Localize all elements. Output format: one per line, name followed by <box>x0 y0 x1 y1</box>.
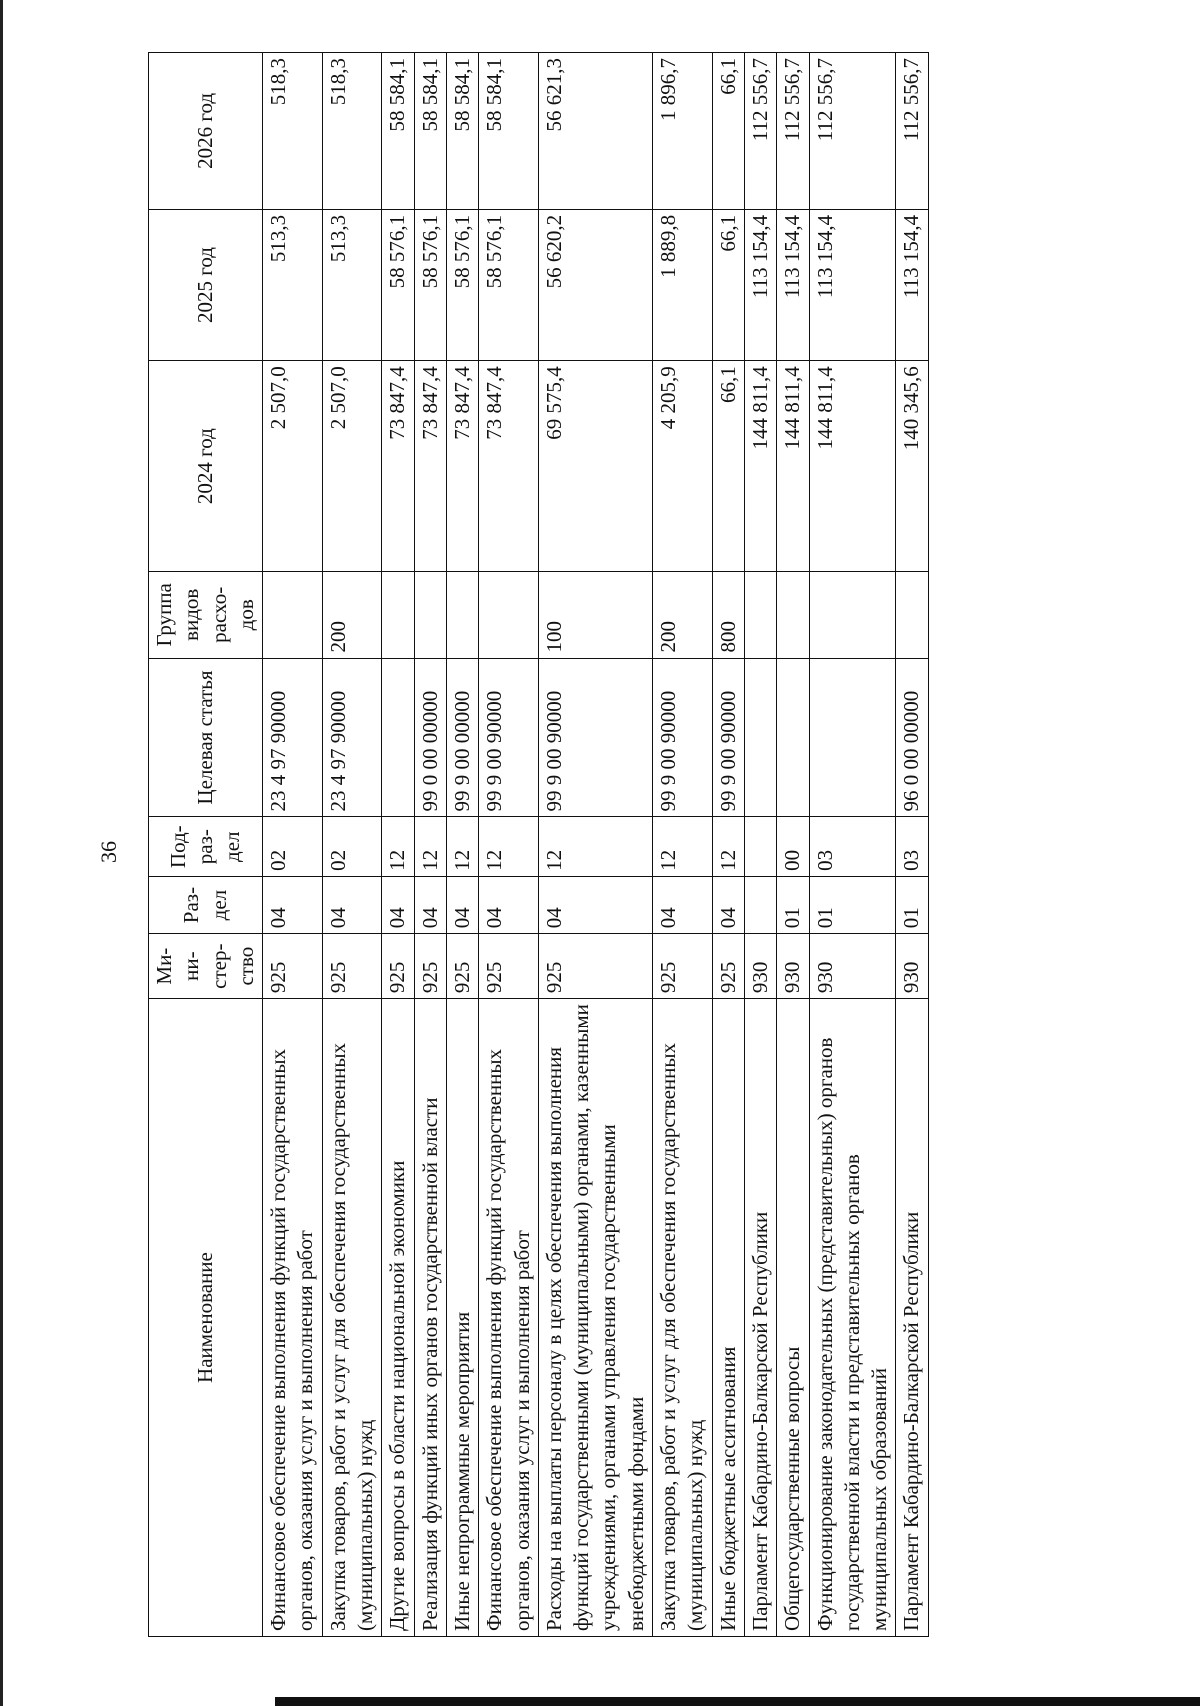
header-2024: 2024 год <box>149 361 263 572</box>
cell-y2025: 1 889,8 <box>653 209 713 360</box>
cell-y2026: 1 896,7 <box>653 53 713 210</box>
cell-name: Финансовое обеспечение выполнения функций государственных органов, оказания услуг и выполнения работ <box>263 999 323 1637</box>
cell-y2025: 513,3 <box>322 209 382 360</box>
cell-razdel: 04 <box>712 876 744 933</box>
scan-edge <box>0 0 3 1706</box>
cell-y2025: 58 576,1 <box>479 209 539 360</box>
cell-article <box>744 658 776 817</box>
cell-group: 200 <box>322 572 382 658</box>
cell-name: Парламент Кабардино-Балкарской Республики <box>744 999 776 1637</box>
cell-y2024: 144 811,4 <box>744 361 776 572</box>
header-2025: 2025 год <box>149 209 263 360</box>
cell-name: Финансовое обеспечение выполнения функций государственных органов, оказания услуг и выполнения работ <box>479 999 539 1637</box>
cell-article: 99 9 00 90000 <box>712 658 744 817</box>
cell-y2026: 58 584,1 <box>479 53 539 210</box>
cell-podrazdel: 02 <box>263 817 323 876</box>
table-row <box>414 53 446 1637</box>
cell-ministry: 930 <box>744 934 776 999</box>
cell-y2026: 58 584,1 <box>446 53 478 210</box>
cell-y2024: 66,1 <box>712 361 744 572</box>
table-header-row <box>149 53 263 1637</box>
cell-razdel: 04 <box>414 876 446 933</box>
cell-y2025: 66,1 <box>712 209 744 360</box>
cell-y2025: 513,3 <box>263 209 323 360</box>
cell-y2024: 144 811,4 <box>777 361 809 572</box>
table-row <box>263 53 323 1637</box>
header-razdel: Раз- дел <box>149 876 263 933</box>
cell-y2026: 112 556,7 <box>777 53 809 210</box>
cell-y2024: 73 847,4 <box>382 361 414 572</box>
cell-y2025: 113 154,4 <box>777 209 809 360</box>
table-row <box>777 53 809 1637</box>
cell-razdel: 04 <box>382 876 414 933</box>
table-row <box>896 53 928 1637</box>
header-podrazdel: Под- раз- дел <box>149 817 263 876</box>
cell-group <box>777 572 809 658</box>
cell-article: 99 9 00 90000 <box>538 658 652 817</box>
cell-group: 100 <box>538 572 652 658</box>
cell-y2024: 2 507,0 <box>263 361 323 572</box>
cell-razdel: 04 <box>538 876 652 933</box>
cell-y2026: 112 556,7 <box>744 53 776 210</box>
cell-y2026: 518,3 <box>322 53 382 210</box>
cell-group <box>896 572 928 658</box>
cell-ministry: 925 <box>653 934 713 999</box>
cell-razdel: 04 <box>479 876 539 933</box>
cell-article: 23 4 97 90000 <box>263 658 323 817</box>
cell-ministry: 930 <box>896 934 928 999</box>
cell-group <box>809 572 896 658</box>
cell-group <box>263 572 323 658</box>
cell-ministry: 925 <box>712 934 744 999</box>
cell-y2026: 112 556,7 <box>896 53 928 210</box>
cell-y2025: 58 576,1 <box>382 209 414 360</box>
cell-podrazdel: 12 <box>446 817 478 876</box>
cell-article <box>382 658 414 817</box>
scan-edge-bottom <box>275 1697 1200 1706</box>
cell-name: Закупка товаров, работ и услуг для обеспечения государственных (муниципальных) нужд <box>653 999 713 1637</box>
header-group: Группа видов расхо- дов <box>149 572 263 658</box>
cell-article: 23 4 97 90000 <box>322 658 382 817</box>
cell-y2024: 140 345,6 <box>896 361 928 572</box>
cell-y2026: 66,1 <box>712 53 744 210</box>
cell-y2024: 73 847,4 <box>446 361 478 572</box>
cell-group <box>744 572 776 658</box>
header-name: Наименование <box>149 999 263 1637</box>
cell-razdel: 01 <box>809 876 896 933</box>
cell-razdel: 04 <box>446 876 478 933</box>
cell-y2026: 58 584,1 <box>382 53 414 210</box>
cell-razdel: 01 <box>777 876 809 933</box>
cell-group <box>479 572 539 658</box>
cell-article <box>777 658 809 817</box>
cell-y2026: 518,3 <box>263 53 323 210</box>
table-row <box>382 53 414 1637</box>
cell-name: Парламент Кабардино-Балкарской Республики <box>896 999 928 1637</box>
cell-razdel <box>744 876 776 933</box>
cell-y2024: 144 811,4 <box>809 361 896 572</box>
cell-podrazdel: 03 <box>896 817 928 876</box>
cell-y2025: 113 154,4 <box>809 209 896 360</box>
cell-y2025: 113 154,4 <box>896 209 928 360</box>
cell-podrazdel: 12 <box>653 817 713 876</box>
table-row <box>653 53 713 1637</box>
cell-ministry: 925 <box>538 934 652 999</box>
cell-ministry: 930 <box>809 934 896 999</box>
cell-group <box>414 572 446 658</box>
cell-name: Иные бюджетные ассигнования <box>712 999 744 1637</box>
cell-article <box>809 658 896 817</box>
cell-podrazdel: 12 <box>712 817 744 876</box>
cell-group: 200 <box>653 572 713 658</box>
cell-razdel: 01 <box>896 876 928 933</box>
cell-ministry: 925 <box>263 934 323 999</box>
header-2026: 2026 год <box>149 53 263 210</box>
table-row <box>446 53 478 1637</box>
cell-ministry: 925 <box>479 934 539 999</box>
table-row <box>712 53 744 1637</box>
cell-y2026: 56 621,3 <box>538 53 652 210</box>
cell-ministry: 925 <box>446 934 478 999</box>
cell-podrazdel: 12 <box>479 817 539 876</box>
cell-y2024: 73 847,4 <box>479 361 539 572</box>
table-row <box>479 53 539 1637</box>
cell-y2025: 56 620,2 <box>538 209 652 360</box>
cell-y2024: 73 847,4 <box>414 361 446 572</box>
cell-article: 99 9 00 90000 <box>479 658 539 817</box>
cell-article: 99 0 00 00000 <box>414 658 446 817</box>
cell-ministry: 925 <box>322 934 382 999</box>
cell-ministry: 925 <box>414 934 446 999</box>
cell-name: Иные непрограммные мероприятия <box>446 999 478 1637</box>
header-ministry: Ми- ни- стер- ство <box>149 934 263 999</box>
cell-name: Функционирование законодательных (представительных) органов государственной власти и представительных органов муниципальных образований <box>809 999 896 1637</box>
cell-group: 800 <box>712 572 744 658</box>
header-article: Целевая статья <box>149 658 263 817</box>
cell-podrazdel: 03 <box>809 817 896 876</box>
cell-razdel: 04 <box>263 876 323 933</box>
cell-y2024: 4 205,9 <box>653 361 713 572</box>
cell-y2026: 112 556,7 <box>809 53 896 210</box>
cell-podrazdel: 02 <box>322 817 382 876</box>
cell-y2025: 58 576,1 <box>414 209 446 360</box>
cell-group <box>446 572 478 658</box>
cell-razdel: 04 <box>322 876 382 933</box>
cell-name: Общегосударственные вопросы <box>777 999 809 1637</box>
cell-y2025: 113 154,4 <box>744 209 776 360</box>
cell-name: Расходы на выплаты персоналу в целях обеспечения выполнения функций государственными (муниципальными) органами, казенными учреждениями, органами управления государственными внебюджетными фондами <box>538 999 652 1637</box>
cell-y2026: 58 584,1 <box>414 53 446 210</box>
table-body <box>263 53 929 1637</box>
cell-podrazdel: 12 <box>382 817 414 876</box>
table-row <box>744 53 776 1637</box>
budget-table <box>148 52 929 1637</box>
cell-name: Реализация функций иных органов государственной власти <box>414 999 446 1637</box>
cell-y2024: 69 575,4 <box>538 361 652 572</box>
cell-article: 99 9 00 90000 <box>653 658 713 817</box>
cell-group <box>382 572 414 658</box>
cell-razdel: 04 <box>653 876 713 933</box>
cell-y2025: 58 576,1 <box>446 209 478 360</box>
cell-name: Другие вопросы в области национальной экономики <box>382 999 414 1637</box>
cell-podrazdel: 00 <box>777 817 809 876</box>
rotated-page <box>148 52 1098 1637</box>
cell-article: 96 0 00 00000 <box>896 658 928 817</box>
cell-podrazdel: 12 <box>414 817 446 876</box>
cell-ministry: 925 <box>382 934 414 999</box>
table-row <box>809 53 896 1637</box>
cell-y2024: 2 507,0 <box>322 361 382 572</box>
page-number: 36 <box>96 841 121 863</box>
cell-name: Закупка товаров, работ и услуг для обеспечения государственных (муниципальных) нужд <box>322 999 382 1637</box>
table-row <box>322 53 382 1637</box>
table-row <box>538 53 652 1637</box>
cell-ministry: 930 <box>777 934 809 999</box>
cell-article: 99 9 00 00000 <box>446 658 478 817</box>
cell-podrazdel: 12 <box>538 817 652 876</box>
cell-podrazdel <box>744 817 776 876</box>
